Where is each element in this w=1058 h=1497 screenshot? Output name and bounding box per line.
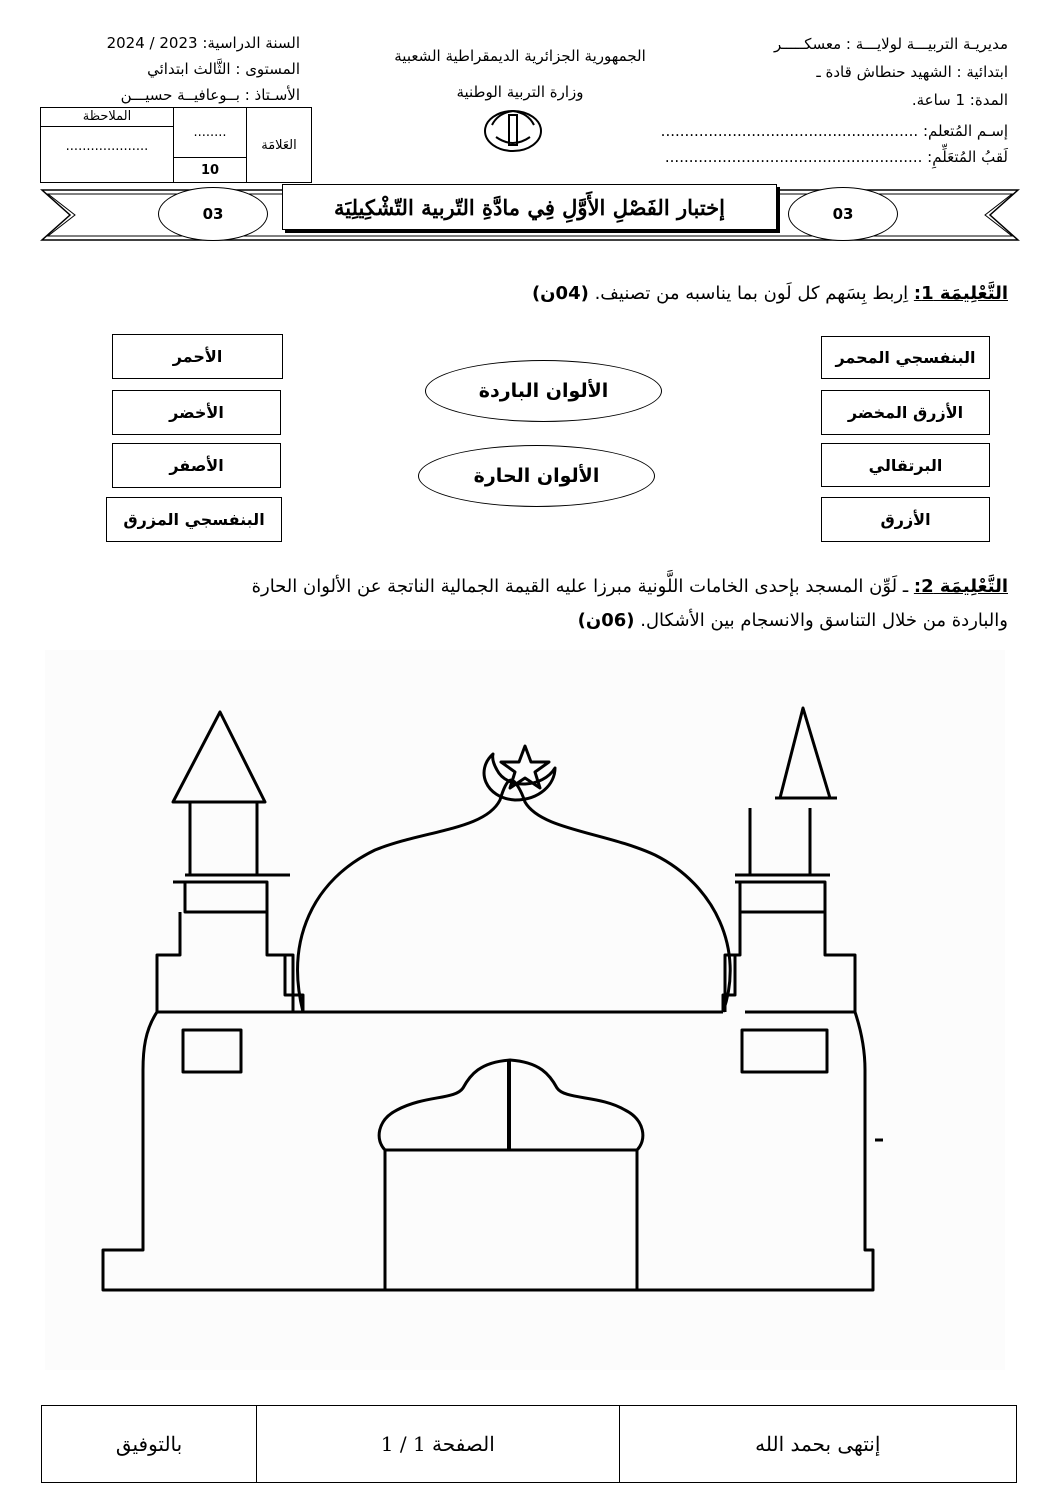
banner-left-badge: 03 xyxy=(158,187,268,241)
student-surname-label: لَقبُ المُتعَلِّمِ: xyxy=(927,148,1008,166)
left-color-box[interactable]: الأحمر xyxy=(112,334,283,379)
footer-closing: إنتهى بحمد الله xyxy=(619,1406,1016,1483)
student-name-dots[interactable]: ...................................................... xyxy=(660,122,919,140)
header-right xyxy=(774,30,1008,114)
footer-table xyxy=(41,1405,1017,1483)
student-surname-row[interactable] xyxy=(661,144,1008,170)
task1-label: التَّعْلِيمَة 1: xyxy=(913,283,1008,304)
left-color-box[interactable]: البنفسجي المزرق xyxy=(106,497,282,542)
ministry-emblem-icon xyxy=(478,103,548,158)
category-warm-colors[interactable]: الألوان الحارة xyxy=(418,445,655,507)
student-name-row[interactable] xyxy=(661,118,1008,144)
banner-right-badge: 03 xyxy=(788,187,898,241)
task2-line1 xyxy=(48,570,1008,604)
right-color-box[interactable]: البنفسجي المحمر xyxy=(821,336,990,379)
task2-text-line1: ـ لَوِّن المسجد بإحدى الخامات اللَّونية مبرزا عليه القيمة الجمالية الناتجة عن الألوان الحارة xyxy=(251,576,909,597)
student-fields xyxy=(661,118,1008,170)
task2-line2 xyxy=(48,604,1008,638)
grade-label: العَلامَة xyxy=(247,108,312,183)
duration-line: المدة: 1 ساعة. xyxy=(911,91,1008,109)
task2-text-line2: والباردة من خلال التناسق والانسجام بين الأشكال. xyxy=(640,610,1008,631)
footer-good-luck: بالتوفيق xyxy=(42,1406,257,1483)
left-color-box[interactable]: الأصفر xyxy=(112,443,281,488)
task2-points: (06ن) xyxy=(577,610,635,631)
footer-page-number: الصفحة 1 / 1 xyxy=(257,1406,620,1483)
school-line: ابتدائية : الشهيد حنطاش قادة ـ xyxy=(816,63,1008,81)
right-color-box[interactable]: الأزرق المخضر xyxy=(821,390,990,435)
task1-instruction xyxy=(48,277,1008,311)
student-name-label: إسـم المُتعلم: xyxy=(922,122,1008,140)
banner-title-box xyxy=(282,184,777,230)
exam-title: إختبار الفَصْلِ الأَوَّلِ فِي مادَّةِ التّربية التّشْكِيلِيَة xyxy=(334,194,726,220)
class-level: المستوى : الثَّالث ابتدائي xyxy=(147,60,300,78)
remark-cell[interactable] xyxy=(41,108,174,183)
task1-points: (04ن) xyxy=(531,283,589,304)
mosque-coloring-drawing[interactable] xyxy=(45,650,1005,1370)
category-cold-colors[interactable]: الألوان الباردة xyxy=(425,360,662,422)
task2-label: التَّعْلِيمَة 2: xyxy=(913,576,1008,597)
left-color-box[interactable]: الأخضر xyxy=(112,390,281,435)
student-surname-dots[interactable]: ...................................................... xyxy=(664,148,923,166)
header-center xyxy=(370,38,670,110)
task1-text: اِربط بِسَهم كل لَون بما يناسبه من تصنيف. xyxy=(594,283,909,304)
school-year: السنة الدراسية: 2023 / 2024 xyxy=(106,34,300,52)
right-color-box[interactable]: الأزرق xyxy=(821,497,990,542)
teacher-name: الأسـتاذ : بــوعافيــة حسيـــن xyxy=(120,86,300,104)
remark-dots: .................... xyxy=(65,139,149,154)
remark-label: الملاحظة xyxy=(41,108,173,127)
grade-box xyxy=(40,107,312,183)
directorate-line: مديريـة التربيـــة لولايـــة : معسكـــــر xyxy=(773,35,1008,53)
ministry-line: وزارة التربية الوطنية xyxy=(456,83,584,101)
score-total: 10 xyxy=(174,158,247,183)
task2-instruction xyxy=(48,570,1008,638)
right-color-box[interactable]: البرتقالي xyxy=(821,443,990,487)
header-left xyxy=(70,30,300,108)
republic-line: الجمهورية الجزائرية الديمقراطية الشعبية xyxy=(394,47,646,65)
score-dots[interactable]: ........ xyxy=(174,108,247,158)
